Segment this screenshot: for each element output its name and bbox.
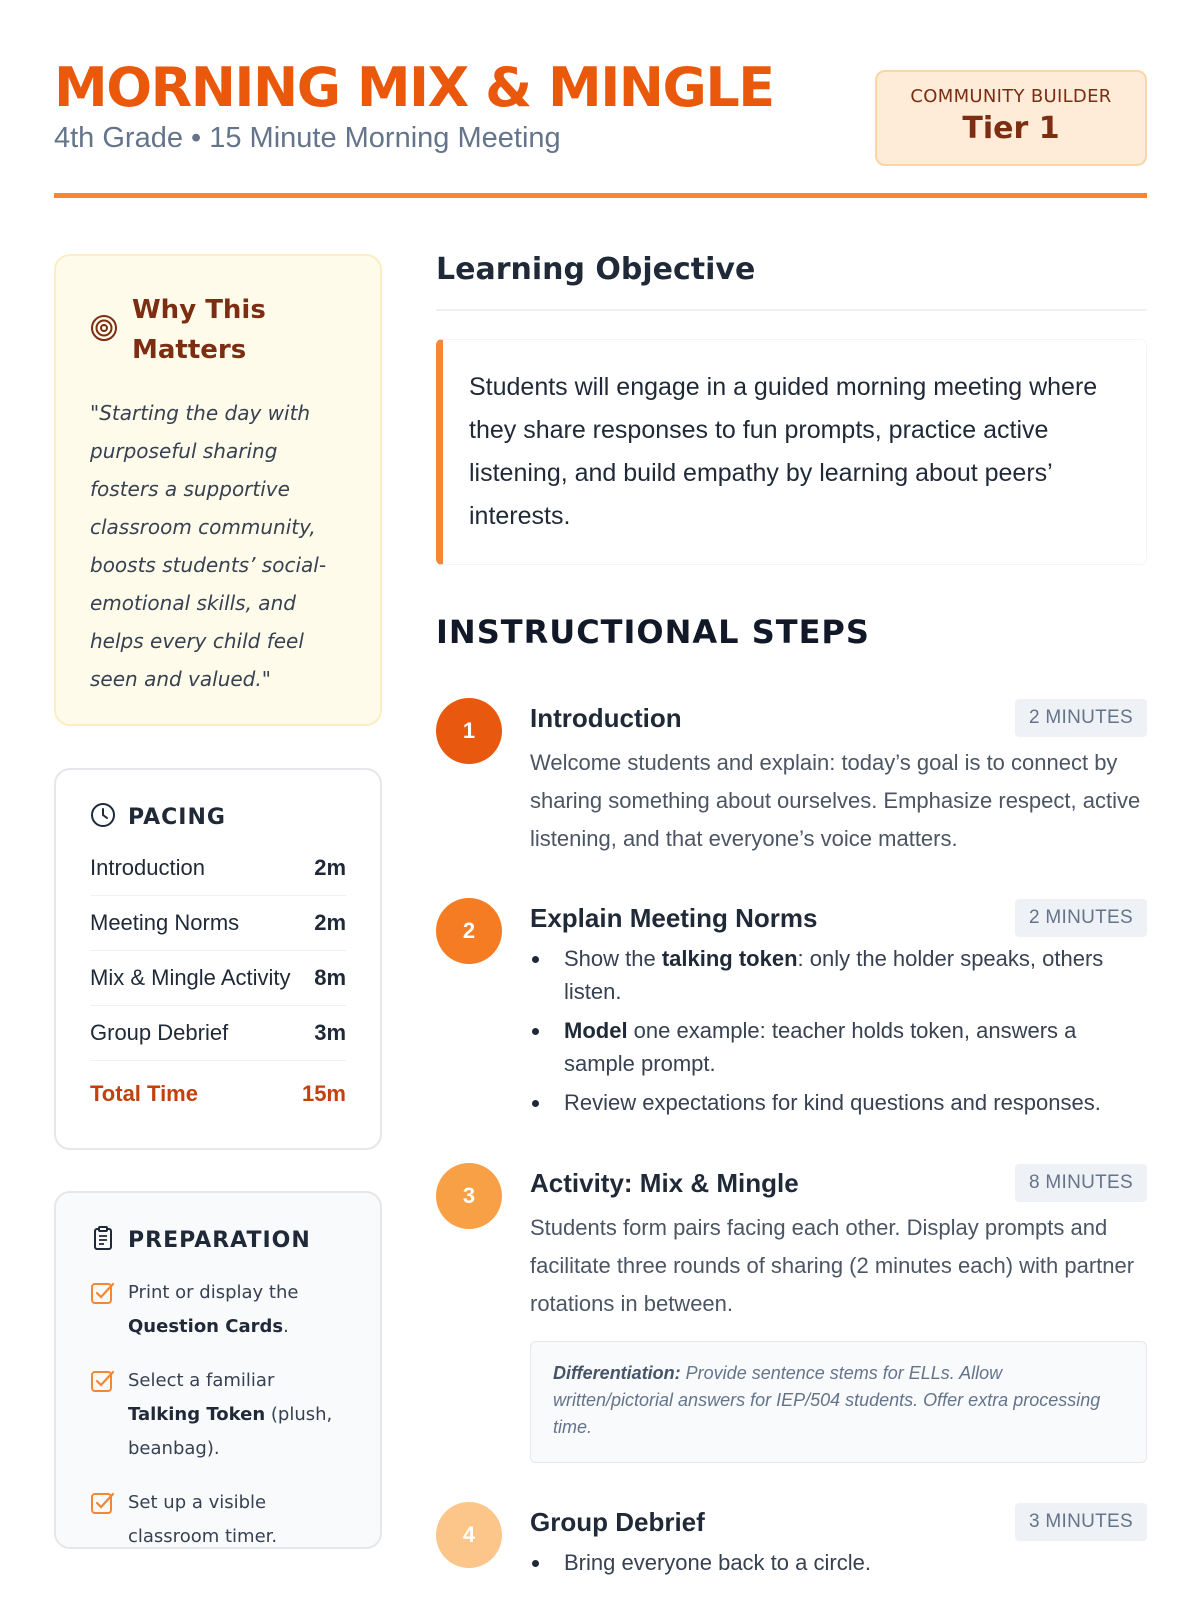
- pacing-row-label: Introduction: [90, 855, 205, 880]
- step-number-badge: 4: [436, 1502, 502, 1568]
- step-number-badge: 2: [436, 898, 502, 964]
- pacing-row-value: 3m: [314, 1020, 346, 1045]
- pacing-row-label: Mix & Mingle Activity: [90, 965, 291, 990]
- tier-label: COMMUNITY BUILDER: [910, 86, 1112, 107]
- pacing-row-label: Group Debrief: [90, 1020, 229, 1045]
- pacing-row-value: 2m: [314, 855, 346, 880]
- differentiation-note: Differentiation: Provide sentence stems for ELLs. Allow written/pictorial answers for IEP/504 students. Offer extra processing time.: [530, 1341, 1147, 1463]
- pacing-total-value: 15m: [301, 1081, 346, 1106]
- pacing-row: [90, 841, 346, 896]
- preparation-item-text: Set up a visible classroom timer.: [128, 1492, 278, 1547]
- clock-icon: [90, 802, 116, 833]
- objective-divider: [436, 309, 1147, 311]
- page-subtitle: 4th Grade • 15 Minute Morning Meeting: [54, 122, 561, 154]
- why-this-matters-card: [54, 254, 382, 726]
- pacing-row-label: Meeting Norms: [90, 910, 240, 935]
- main-content: [436, 252, 1147, 651]
- checkbox-icon: [90, 1276, 116, 1344]
- pacing-card: [54, 768, 382, 1150]
- tier-value: Tier 1: [962, 111, 1060, 146]
- list-item: Model one example: teacher holds token, answers a sample prompt.: [530, 1014, 1147, 1080]
- preparation-card: [54, 1191, 382, 1549]
- step-title: Introduction: [530, 702, 682, 733]
- objective-box: Students will engage in a guided morning meeting where they share responses to fun prompts, practice active listening, and build empathy by learning about peers’ interests.: [436, 339, 1147, 565]
- tier-badge: [875, 70, 1147, 166]
- step-number-badge: 3: [436, 1163, 502, 1229]
- pacing-row: [90, 896, 346, 951]
- preparation-item: [90, 1364, 346, 1466]
- step-description: Welcome students and explain: today’s goal is to connect by sharing something about ourselves. Emphasize respect, active listening, and that everyone’s voice matters.: [530, 750, 1141, 851]
- preparation-item: [90, 1276, 346, 1344]
- step-bullet-list: [530, 942, 1147, 1119]
- checkbox-icon: [90, 1364, 116, 1466]
- step-number-badge: 1: [436, 698, 502, 764]
- steps-title: INSTRUCTIONAL STEPS: [436, 613, 870, 651]
- clipboard-icon: [90, 1225, 116, 1256]
- preparation-item-text: Print or display the Question Cards.: [128, 1282, 299, 1337]
- objective-title: Learning Objective: [436, 252, 756, 287]
- target-icon: [90, 314, 118, 347]
- step-time-badge: 2 MINUTES: [1015, 899, 1147, 937]
- step-time-badge: 3 MINUTES: [1015, 1503, 1147, 1541]
- pacing-row-value: 2m: [314, 910, 346, 935]
- list-item: Review expectations for kind questions and responses.: [530, 1086, 1147, 1119]
- header-divider: [54, 193, 1147, 198]
- page-title: MORNING MIX & MINGLE: [54, 56, 774, 119]
- step-title: Explain Meeting Norms: [530, 902, 818, 933]
- step-bullet-list: [530, 1546, 1147, 1579]
- checkbox-icon: [90, 1486, 116, 1554]
- list-item: Show the talking token: only the holder speaks, others listen.: [530, 942, 1147, 1008]
- page-header: [54, 56, 1147, 201]
- pacing-total-label: Total Time: [90, 1081, 198, 1106]
- pacing-row: [90, 1006, 346, 1061]
- preparation-item-text: Select a familiar Talking Token (plush, beanbag).: [128, 1370, 333, 1459]
- list-item: Bring everyone back to a circle.: [530, 1546, 1147, 1579]
- step-title: Activity: Mix & Mingle: [530, 1167, 799, 1198]
- why-quote: "Starting the day with purposeful sharing fosters a supportive classroom community, boosts students’ social-emotional skills, and helps every child feel seen and valued.": [90, 401, 327, 691]
- preparation-item: [90, 1486, 346, 1554]
- step-time-badge: 8 MINUTES: [1015, 1164, 1147, 1202]
- why-title: Why This Matters: [132, 295, 266, 365]
- pacing-row-value: 8m: [314, 965, 346, 990]
- pacing-row: [90, 951, 346, 1006]
- step-title: Group Debrief: [530, 1506, 705, 1537]
- pacing-total: [90, 1061, 346, 1127]
- preparation-title: PREPARATION: [128, 1228, 311, 1253]
- pacing-title: PACING: [128, 805, 226, 830]
- step-time-badge: 2 MINUTES: [1015, 699, 1147, 737]
- step-description: Students form pairs facing each other. Display prompts and facilitate three rounds of sharing (2 minutes each) with partner rotations in between.: [530, 1215, 1135, 1316]
